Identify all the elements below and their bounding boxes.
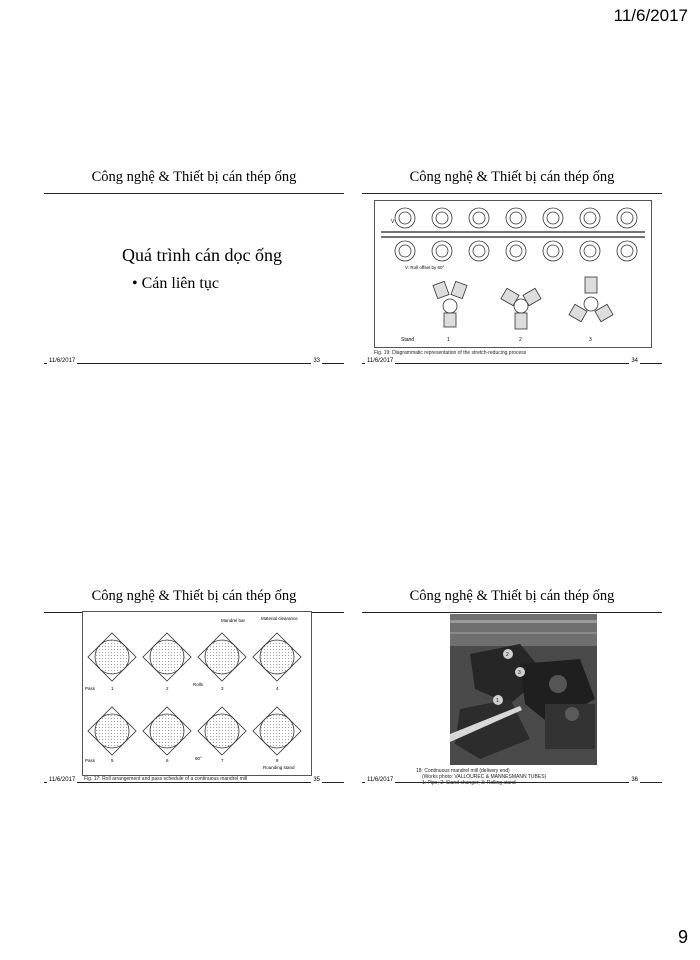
slide-heading: Quá trình cán dọc ống xyxy=(122,245,282,265)
title-divider xyxy=(44,193,344,194)
callout-rolling-stand: 3 xyxy=(518,670,521,676)
roll-offset-label: V xyxy=(391,219,395,225)
slide-footer-date: 11/6/2017 xyxy=(49,777,76,783)
pass-schedule-diagram xyxy=(82,611,312,776)
bullet-item: • Cán liên tục xyxy=(132,275,219,292)
stand-label: Stand xyxy=(401,337,415,343)
footer-divider xyxy=(362,363,662,364)
stand-number-3: 3 xyxy=(589,337,592,343)
figure-caption: Fig. 17: Roll arrangement and pass schedule of a continuous mandrel mill xyxy=(84,776,248,782)
footer-divider xyxy=(362,782,662,783)
title-divider xyxy=(362,612,662,613)
roll-offset-note: V: Roll offset by 60° xyxy=(405,265,445,270)
footer-divider xyxy=(44,363,344,364)
slide-33 xyxy=(44,167,344,377)
slide-34 xyxy=(362,167,662,377)
caption-line: (Works photo: VALLOUREC & MANNESMANN TUBES) xyxy=(422,774,547,780)
pass-number: 7 xyxy=(221,758,224,763)
slide-title: Công nghệ & Thiết bị cán thép ống xyxy=(409,169,615,185)
slide-title: Công nghệ & Thiết bị cán thép ống xyxy=(91,169,297,185)
slide-footer-date: 11/6/2017 xyxy=(367,358,394,364)
pass-number: 2 xyxy=(166,686,169,691)
footer-divider xyxy=(44,782,344,783)
callout-pipe: 1 xyxy=(496,698,499,704)
tube-line xyxy=(381,232,645,237)
stretch-reducing-svg xyxy=(375,201,651,347)
material-clearance-label: Material clearance xyxy=(261,616,298,621)
stand-1-drawing xyxy=(433,281,467,327)
bottom-pass-row xyxy=(88,707,301,755)
caption-line: 1: Pipe; 2: Stand changer; 3: Rolling stand xyxy=(422,780,516,786)
pass-schedule-svg xyxy=(83,612,311,775)
title-divider xyxy=(362,193,662,194)
pass-number: 5 xyxy=(111,758,114,763)
slide-number: 36 xyxy=(631,777,638,783)
stand-number-1: 1 xyxy=(447,337,450,343)
slide-number: 35 xyxy=(313,777,320,783)
pass-label-top: Pass xyxy=(85,686,96,691)
upper-roll-row xyxy=(395,208,637,228)
page-number: 9 xyxy=(677,927,688,947)
slide-title: Công nghệ & Thiết bị cán thép ống xyxy=(91,588,297,604)
pass-number: 3 xyxy=(221,686,224,691)
rounding-stand-label: Rounding stand xyxy=(263,765,295,770)
figure-caption: Fig. 19: Diagrammatic representation of the stretch-reducing process xyxy=(374,350,527,356)
pass-number: 8 xyxy=(276,758,279,763)
callout-stand-changer: 2 xyxy=(506,652,509,658)
lower-roll-row xyxy=(395,241,637,261)
slide-number: 34 xyxy=(631,358,638,364)
stand-3-drawing xyxy=(569,277,613,322)
stand-2-drawing xyxy=(501,288,541,329)
top-pass-row xyxy=(88,633,301,681)
slide-footer-date: 11/6/2017 xyxy=(367,777,394,783)
stretch-reducing-diagram xyxy=(374,200,652,348)
rolls-label: Rolls xyxy=(193,682,204,687)
pass-number: 1 xyxy=(111,686,114,691)
slide-36 xyxy=(362,586,662,796)
slide-title: Công nghệ & Thiết bị cán thép ống xyxy=(409,588,615,604)
stand-number-2: 2 xyxy=(519,337,522,343)
slide-35 xyxy=(44,586,344,796)
pass-label-bottom: Pass xyxy=(85,758,96,763)
mandrel-bar-label: Mandrel bar xyxy=(221,618,246,623)
angle-label: 90° xyxy=(195,756,202,761)
pass-number: 6 xyxy=(166,758,169,763)
page-date: 11/6/2017 xyxy=(613,6,688,25)
mandrel-mill-photo xyxy=(450,614,597,765)
slide-number: 33 xyxy=(313,358,320,364)
mandrel-mill-photo-svg xyxy=(450,614,597,765)
caption-line: 18: Continuous mandrel mill (delivery end) xyxy=(416,768,510,774)
pass-number: 4 xyxy=(276,686,279,691)
figure-caption xyxy=(416,768,546,786)
slide-footer-date: 11/6/2017 xyxy=(49,358,76,364)
